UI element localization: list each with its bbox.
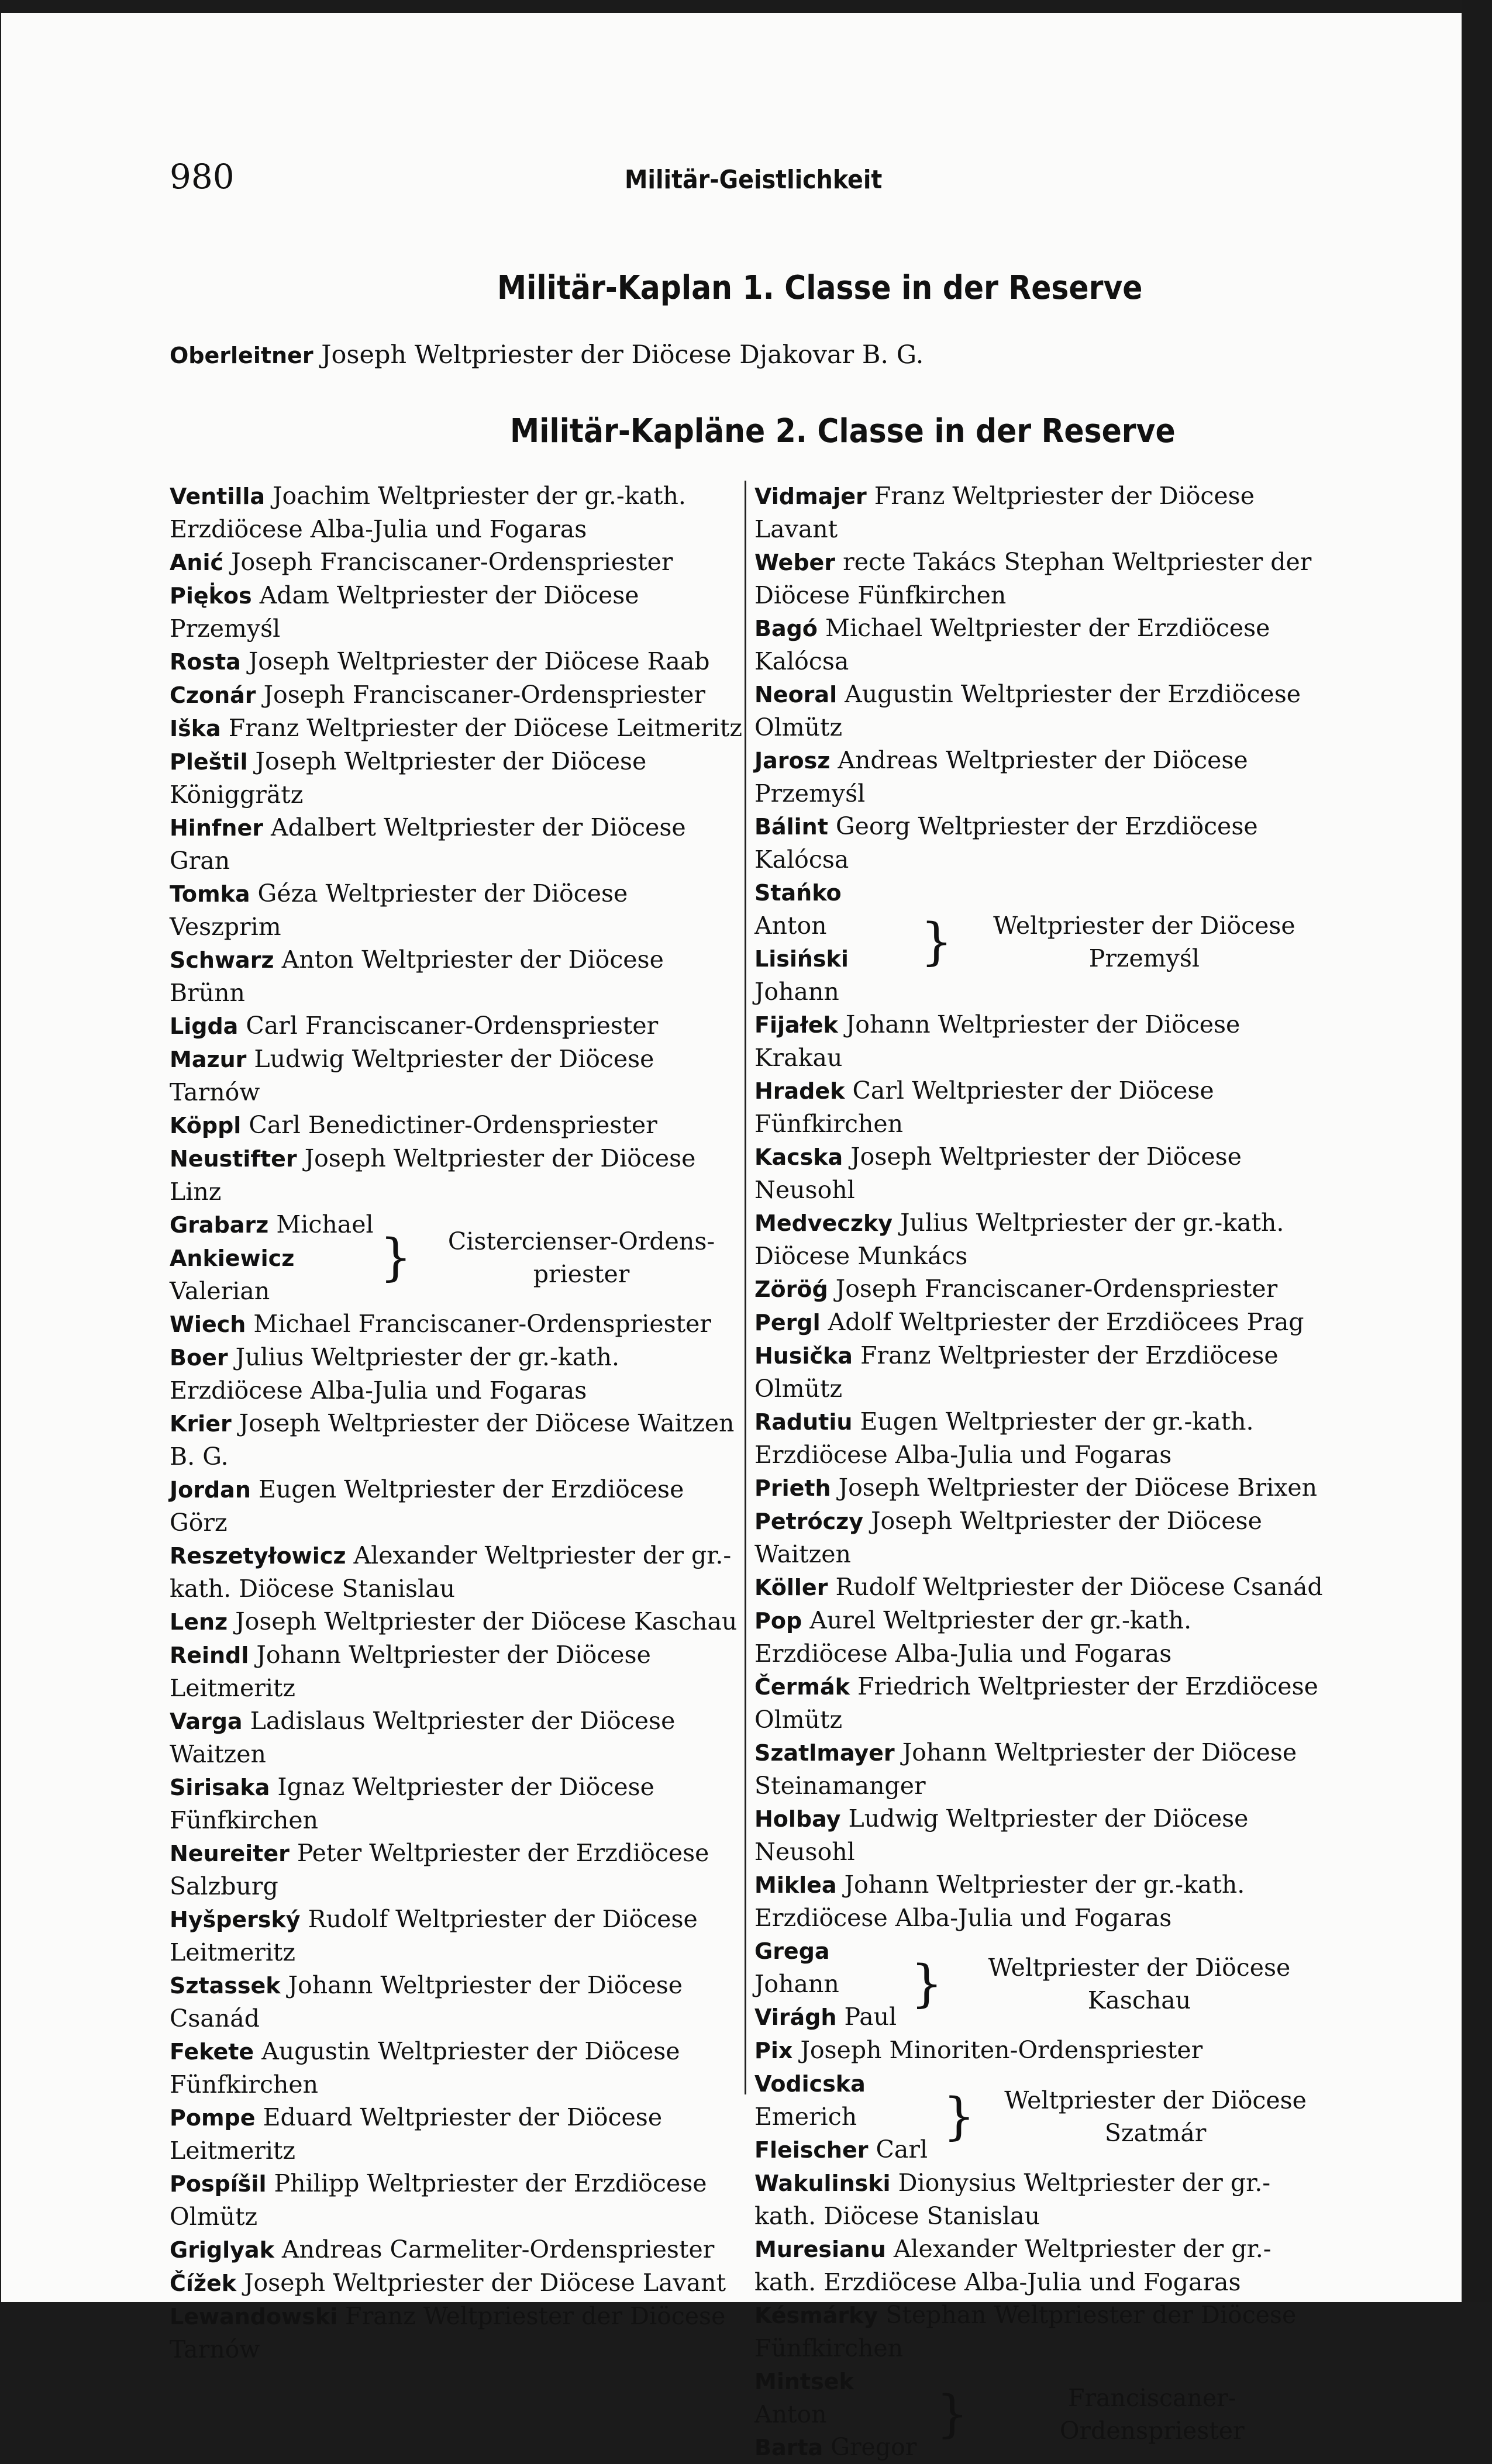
group-name-row [754, 2431, 933, 2464]
entry-text: Joseph Weltpriester der Diöcese Linz [170, 1144, 696, 1206]
list-entry [170, 1473, 743, 1539]
entry-name: Szatlmayer [754, 1740, 895, 1766]
entry-name: Petróczy [754, 1509, 864, 1534]
section-1-entry [170, 340, 924, 370]
group-name-row [754, 2067, 939, 2133]
entry-text: Andreas Weltpriester der Diöcese Przemyśl [754, 746, 1248, 807]
entry-name: Bálint [754, 814, 828, 840]
entry-text: Joseph Weltpriester der Diöcese Raab [248, 647, 710, 675]
entry-name: Mazur [170, 1047, 247, 1072]
list-entry [170, 678, 743, 712]
list-entry [754, 2232, 1328, 2299]
list-entry [170, 546, 743, 579]
running-title: Militär-Geistlichkeit [625, 165, 883, 195]
entry-text: Eugen Weltpriester der gr.-kath. Erzdiöcese Alba-Julia und Fogaras [754, 1407, 1254, 1469]
entry-text: Michael Franciscaner-Ordenspriester [253, 1310, 711, 1338]
entry-text: Johann Weltpriester der Diöcese Krakau [754, 1010, 1241, 1072]
group-name-row [754, 2000, 907, 2034]
entry-text: Joseph Weltpriester der Diöcese Brixen [838, 1473, 1318, 1502]
list-entry [754, 1405, 1328, 1471]
entry-text: Joseph Weltpriester der Diöcese Neusohl [754, 1143, 1242, 1204]
page-number: 980 [170, 157, 235, 196]
list-entry [170, 1969, 743, 2035]
entry-given-name: Emerich [754, 2103, 857, 2131]
entry-group [754, 1934, 1328, 2034]
group-name-row [170, 1241, 376, 1307]
entry-name: Pix [754, 2038, 793, 2063]
entry-text: Eugen Weltpriester der Erzdiöcese Görz [170, 1475, 684, 1537]
group-name-row [754, 2133, 939, 2166]
list-entry [754, 678, 1328, 744]
entry-name: Medveczky [754, 1210, 893, 1236]
list-entry [170, 1837, 743, 1903]
entry-text: Joseph Franciscaner-Ordenspriester [231, 548, 673, 576]
entry-text: Franz Weltpriester der Diöcese Lavant [754, 482, 1255, 543]
entry-name: Wiech [170, 1312, 246, 1337]
entry-text: Adam Weltpriester der Diöcese Przemyśl [170, 581, 639, 643]
entry-text: Johann Weltpriester der Diöcese Csanád [170, 1971, 683, 2032]
entry-name: Tomka [170, 881, 250, 907]
entry-name: Stańko [754, 880, 842, 906]
list-entry [170, 1142, 743, 1208]
list-entry [754, 479, 1328, 546]
entry-text: Peter Weltpriester der Erzdiöcese Salzburg [170, 1839, 709, 1900]
brace-icon: } [921, 913, 953, 971]
entry-text: Friedrich Weltpriester der Erzdiöcese Olmütz [754, 1672, 1318, 1734]
entry-text: Ignaz Weltpriester der Diöcese Fünfkirchen [170, 1773, 654, 1834]
entry-name: Čermák [754, 1674, 850, 1700]
list-entry [170, 1771, 743, 1837]
list-entry [754, 810, 1328, 876]
entry-name: Ligda [170, 1013, 239, 1039]
entry-given-name: Paul [844, 2003, 897, 2031]
entry-text: Aurel Weltpriester der gr.-kath. Erzdiöcese Alba-Julia und Fogaras [754, 1606, 1192, 1668]
list-entry [754, 1504, 1328, 1571]
list-entry [170, 2035, 743, 2101]
entry-name: Zöröǵ [754, 1276, 828, 1302]
entry-text: Johann Weltpriester der Diöcese Leitmeritz [170, 1641, 651, 1702]
list-entry [754, 1206, 1328, 1272]
entry-name: Pergl [754, 1310, 821, 1335]
list-entry [170, 1307, 743, 1341]
entry-text: Joseph Weltpriester der Diöcese Lavant [244, 2269, 726, 2297]
entry-text: Franz Weltpriester der Erzdiöcese Olmütz [754, 1341, 1279, 1403]
entry-text: Ludwig Weltpriester der Diöcese Neusohl [754, 1804, 1249, 1866]
entry-name: Pleštil [170, 749, 248, 775]
entry-text: Eduard Weltpriester der Diöcese Leitmeritz [170, 2103, 663, 2165]
entry-name: Hradek [754, 1078, 845, 1104]
entry-text: Joseph Weltpriester der Diöcese Königgrätz [170, 747, 647, 809]
entry-name: Reindl [170, 1642, 249, 1668]
entry-name: Barta [754, 2435, 823, 2460]
group-name-row [754, 876, 917, 942]
entry-name: Pop [754, 1608, 802, 1634]
entry-name: Holbay [754, 1806, 841, 1832]
entry-group [754, 876, 1328, 1008]
entry-given-name: Johann [754, 978, 839, 1006]
list-entry [754, 1604, 1328, 1670]
entry-text: Stephan Weltpriester der Diöcese Fünfkirchen [754, 2301, 1297, 2362]
entry-given-name: Valerian [170, 1277, 270, 1305]
entry-text: Joseph Weltpriester der Diöcese Kaschau [235, 1607, 738, 1635]
entry-name: Hyšperský [170, 1907, 301, 1932]
entry-text: Johann Weltpriester der gr.-kath. Erzdiöcese Alba-Julia und Fogaras [754, 1871, 1245, 1932]
brace-icon: } [943, 2087, 976, 2146]
list-entry [170, 1009, 743, 1043]
entry-text: Joseph Franciscaner-Ordenspriester [835, 1275, 1278, 1303]
entry-name: Jordan [170, 1477, 251, 1503]
list-entry [170, 2101, 743, 2167]
left-column [170, 479, 743, 2366]
entry-text: Joseph Weltpriester der Diöcese Waitzen [754, 1507, 1262, 1568]
group-description: Franciscaner-Ordenspriester [1059, 2384, 1245, 2445]
entry-name: Lisiński [754, 946, 849, 972]
list-entry [170, 1903, 743, 1969]
entry-text: Julius Weltpriester der gr.-kath. Erzdiöcese Alba-Julia und Fogaras [170, 1343, 620, 1404]
entry-name: Jarosz [754, 748, 831, 774]
list-entry [170, 645, 743, 678]
list-entry [170, 1605, 743, 1638]
entry-text: recte Takács Stephan Weltpriester der Diöcese Fünfkirchen [754, 548, 1312, 609]
group-names [754, 2067, 939, 2166]
entry-text: Adalbert Weltpriester der Diöcese Gran [170, 813, 686, 875]
entry-text: Joseph Minoriten-Ordenspriester [800, 2036, 1203, 2064]
entry-group [754, 2365, 1328, 2464]
entry-name: Kacska [754, 1144, 843, 1170]
entry-given-name: Michael [276, 1210, 374, 1238]
list-entry [170, 1341, 743, 1407]
entry-name: Czonár [170, 682, 256, 708]
right-column [754, 479, 1328, 2464]
entry-name: Mintsek [754, 2369, 854, 2394]
group-description: Weltpriester der Diöcese Kaschau [988, 1954, 1291, 2014]
entry-given-name: Anton [754, 2400, 827, 2428]
list-entry [754, 1736, 1328, 1802]
list-entry [754, 1074, 1328, 1140]
group-names [170, 1208, 376, 1307]
list-entry [170, 1704, 743, 1771]
group-names [754, 2365, 933, 2464]
list-entry [754, 1306, 1328, 1339]
list-entry [754, 1339, 1328, 1405]
entry-name: Ventilla [170, 484, 266, 509]
entry-name: Bagó [754, 616, 818, 641]
list-entry [170, 1638, 743, 1704]
list-entry [754, 2299, 1328, 2365]
entry-name: Grabarz [170, 1212, 269, 1238]
group-names [754, 876, 917, 1008]
list-entry [754, 2166, 1328, 2232]
list-entry [170, 712, 743, 745]
entry-name: Köppl [170, 1113, 242, 1138]
entry-name: Sirisaka [170, 1775, 270, 1800]
entry-text: Carl Franciscaner-Ordenspriester [246, 1012, 659, 1040]
scan-edge [1462, 0, 1492, 2302]
entry-text: Rudolf Weltpriester der Diöcese Leitmeritz [170, 1905, 698, 1966]
entry-name: Rosta [170, 649, 241, 675]
list-entry [170, 1407, 743, 1473]
list-entry [754, 1272, 1328, 1306]
entry-text: Philipp Weltpriester der Erzdiöcese Olmütz [170, 2169, 707, 2231]
list-entry [170, 811, 743, 877]
list-entry [170, 2266, 743, 2300]
list-entry [754, 1140, 1328, 1206]
entry-name: Grega [754, 1938, 830, 1964]
entry-name: Lenz [170, 1609, 228, 1635]
group-name-row [754, 2365, 933, 2431]
entry-text: Carl Weltpriester der Diöcese Fünfkirchen [754, 1076, 1214, 1138]
entry-name: Iška [170, 716, 221, 741]
entry-name: Muresianu [754, 2237, 886, 2262]
list-entry [170, 1043, 743, 1109]
list-entry [754, 744, 1328, 810]
group-description: Weltpriester der Diöcese Przemyśl [993, 912, 1295, 972]
entry-name: Griglyak [170, 2237, 274, 2263]
entry-text: Rudolf Weltpriester der Diöcese Csanád [835, 1573, 1323, 1601]
entry-name: Pospíšil [170, 2171, 267, 2197]
entry-name: Varga [170, 1709, 243, 1734]
entry-name: Miklea [754, 1872, 837, 1898]
entry-name: Husička [754, 1343, 853, 1369]
entry-text: Franz Weltpriester der Diöcese Tarnów [170, 2302, 726, 2363]
section-2-title: Militär-Kapläne 2. Classe in der Reserve [510, 412, 1176, 450]
entry-name: Krier [170, 1411, 232, 1437]
column-divider [745, 481, 746, 2094]
list-entry [170, 2300, 743, 2366]
entry-text: Julius Weltpriester der gr.-kath. Diöcese Munkács [754, 1209, 1284, 1270]
list-entry [754, 1868, 1328, 1934]
entry-text: Georg Weltpriester der Erzdiöcese Kalócsa [754, 812, 1258, 874]
entry-name: Vidmajer [754, 484, 867, 509]
entry-given-name: Anton [754, 912, 827, 940]
entry-text: Ladislaus Weltpriester der Diöcese Waitzen [170, 1707, 676, 1768]
entry-text: Géza Weltpriester der Diöcese Veszprim [170, 879, 628, 941]
list-entry [170, 745, 743, 811]
entry-text: Michael Weltpriester der Erzdiöcese Kalócsa [754, 614, 1270, 675]
entry-name: Késmárky [754, 2303, 878, 2328]
entry-text: Alexander Weltpriester der gr.-kath. Diöcese Stanislau [170, 1541, 732, 1603]
list-entry [170, 943, 743, 1009]
list-entry [170, 1109, 743, 1142]
entry-name: Pięk̇os [170, 583, 252, 609]
list-entry [170, 877, 743, 943]
list-entry [754, 1802, 1328, 1868]
brace-icon: } [936, 2385, 969, 2444]
entry-name: Prieth [754, 1475, 831, 1501]
group-description: Weltpriester der Diöcese Szatmár [1004, 2086, 1307, 2147]
entry-given-name: Johann [754, 1970, 839, 1998]
list-entry [170, 1539, 743, 1605]
entry-name: Neoral [754, 682, 838, 708]
entry-text: Augustin Weltpriester der Erzdiöcese Olmütz [754, 680, 1301, 741]
entry-name: Virágh [754, 2004, 837, 2030]
list-entry [170, 2167, 743, 2233]
entry-name: Anić [170, 550, 224, 575]
entry-name: Oberleitner [170, 343, 313, 368]
entry-text: Joseph Franciscaner-Ordenspriester [263, 681, 706, 709]
entry-text: Carl Benedictiner-Ordenspriester [249, 1111, 657, 1139]
entry-group [754, 2067, 1328, 2166]
list-entry [170, 579, 743, 645]
entry-name: Boer [170, 1345, 228, 1371]
entry-name: Pompe [170, 2105, 256, 2131]
list-entry [170, 2233, 743, 2266]
entry-text: Adolf Weltpriester der Erzdiöcees Prag [828, 1308, 1304, 1336]
entry-text: Dionysius Weltpriester der gr.-kath. Diöcese Stanislau [754, 2169, 1271, 2230]
entry-text: Ludwig Weltpriester der Diöcese Tarnów [170, 1045, 654, 1106]
entry-name: Radutiu [754, 1409, 853, 1435]
entry-group [170, 1208, 743, 1307]
entry-name: Ankiewicz [170, 1245, 295, 1271]
list-entry [754, 1008, 1328, 1074]
entry-name: Vodicska [754, 2071, 866, 2097]
entry-given-name: Carl [876, 2135, 928, 2163]
group-description: Cistercienser-Ordens-priester [447, 1227, 715, 1288]
entry-name: Weber [754, 550, 836, 575]
list-entry [754, 2034, 1328, 2067]
entry-text: Augustin Weltpriester der Diöcese Fünfkirchen [170, 2037, 680, 2099]
list-entry [170, 479, 743, 546]
entry-text: Anton Weltpriester der Diöcese Brünn [170, 945, 664, 1007]
group-name-row [754, 1934, 907, 2000]
entry-name: Reszetyłowicz [170, 1543, 346, 1569]
entry-text: Joseph Weltpriester der Diöcese Waitzen B. G. [170, 1409, 735, 1471]
list-entry [754, 546, 1328, 612]
entry-text: Franz Weltpriester der Diöcese Leitmeritz [228, 714, 742, 742]
entry-name: Köller [754, 1575, 828, 1600]
entry-name: Čížek [170, 2270, 237, 2296]
section-1-title: Militär-Kaplan 1. Classe in der Reserve [497, 269, 1143, 307]
entry-text: Joseph Weltpriester der Diöcese Djakovar B. G. [321, 340, 924, 370]
group-name-row [170, 1208, 376, 1241]
brace-icon: } [911, 1955, 943, 2013]
entry-name: Schwarz [170, 947, 274, 973]
entry-text: Alexander Weltpriester der gr.-kath. Erzdiöcese Alba-Julia und Fogaras [754, 2235, 1272, 2296]
list-entry [754, 612, 1328, 678]
entry-text: Joachim Weltpriester der gr.-kath. Erzdiöcese Alba-Julia und Fogaras [170, 482, 686, 543]
list-entry [754, 1670, 1328, 1736]
group-name-row [754, 942, 917, 1008]
list-entry [754, 1571, 1328, 1604]
entry-name: Hinfner [170, 815, 263, 841]
entry-name: Neureiter [170, 1841, 290, 1866]
entry-name: Sztassek [170, 1973, 281, 1999]
entry-text: Andreas Carmeliter-Ordenspriester [281, 2235, 715, 2263]
entry-given-name: Gregor [831, 2433, 917, 2461]
entry-name: Fijałek [754, 1012, 838, 1038]
entry-name: Fleischer [754, 2137, 869, 2163]
entry-name: Wakulinski [754, 2170, 891, 2196]
entry-text: Johann Weltpriester der Diöcese Steinamanger [754, 1738, 1297, 1800]
entry-name: Neustifter [170, 1146, 297, 1172]
group-names [754, 1934, 907, 2034]
entry-name: Lewandowski [170, 2304, 338, 2330]
entry-name: Fekete [170, 2039, 254, 2065]
list-entry [754, 1471, 1328, 1504]
brace-icon: } [380, 1228, 412, 1287]
